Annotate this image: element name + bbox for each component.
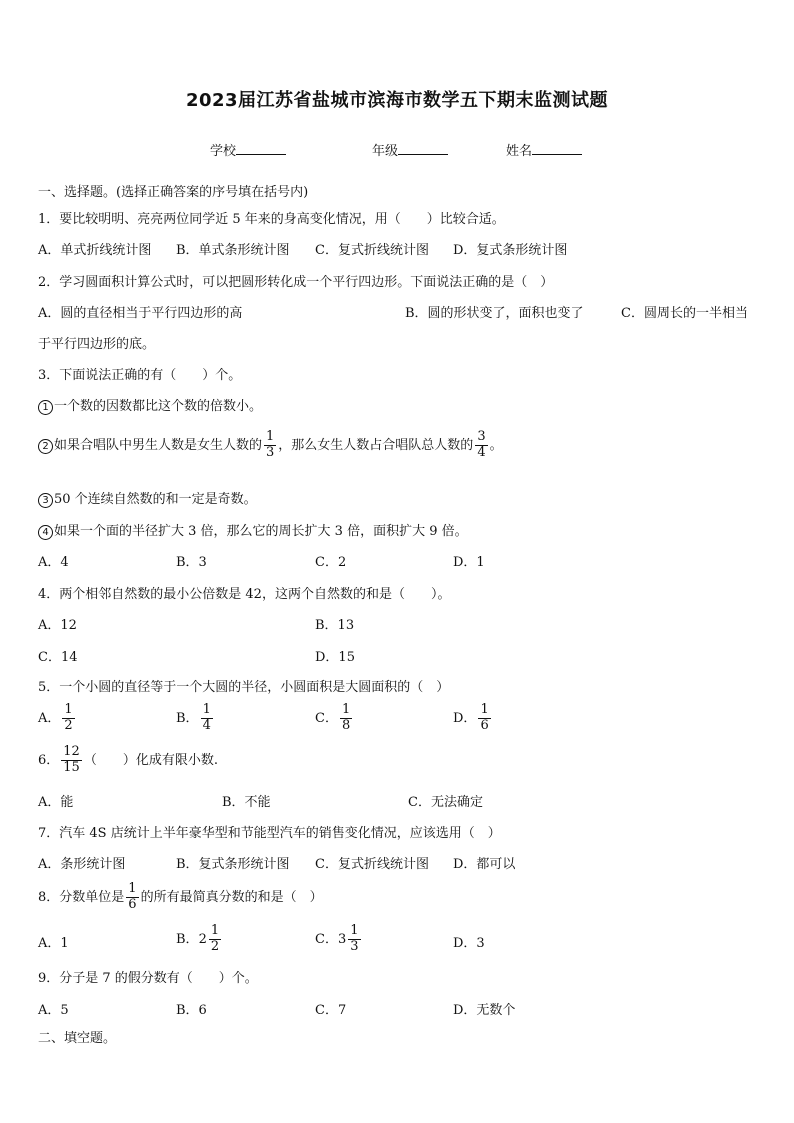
q3-statement-1 <box>38 395 262 415</box>
q8-stem-b: 的所有最简真分数的和是（ ） <box>140 889 323 905</box>
q3-stem: 3．下面说法正确的有（ ）个。 <box>38 368 242 383</box>
q4-stem: 4．两个相邻自然数的最小公倍数是 42，这两个自然数的和是（ ）。 <box>38 587 451 602</box>
q8-option-c[interactable] <box>315 924 363 955</box>
circle-number-1: 1 <box>38 400 53 415</box>
grade-field[interactable] <box>372 140 448 159</box>
fraction-numerator: 3 <box>477 429 486 444</box>
name-blank[interactable] <box>532 142 582 155</box>
q6-option-b[interactable]: B．不能 <box>222 795 271 810</box>
q5-option-d[interactable] <box>453 703 493 734</box>
q4-option-c[interactable]: C．14 <box>38 650 78 665</box>
section2-heading: 二、填空题。 <box>38 1031 117 1046</box>
circle-number-2: 2 <box>38 439 53 454</box>
fraction-one-half <box>209 924 221 955</box>
fraction-one-quarter <box>201 703 213 734</box>
q3-option-d[interactable]: D．1 <box>453 555 485 570</box>
q4-option-a[interactable]: A．12 <box>38 618 77 633</box>
q9-option-b[interactable]: B．6 <box>176 1003 207 1018</box>
fraction-denominator: 6 <box>480 717 489 733</box>
q4-option-b[interactable]: B．13 <box>315 618 355 633</box>
q3-statement-4 <box>38 520 468 540</box>
q1-option-b[interactable]: B．单式条形统计图 <box>176 243 290 258</box>
q1-stem: 1．要比较明明、亮亮两位同学近 5 年来的身高变化情况，用（ ）比较合适。 <box>38 212 505 227</box>
name-field[interactable] <box>506 140 582 159</box>
fraction-numerator: 1 <box>64 702 73 717</box>
grade-label: 年级 <box>372 144 399 159</box>
fraction-denominator: 2 <box>64 717 73 733</box>
q6-stem: （ ）化成有限小数. <box>83 752 218 768</box>
q9-option-d[interactable]: D．无数个 <box>453 1003 516 1018</box>
q3-statement-2 <box>38 430 503 461</box>
q8-option-a[interactable]: A．1 <box>38 936 69 951</box>
q5-option-a[interactable] <box>38 703 77 734</box>
fraction-denominator: 3 <box>266 444 275 460</box>
q8-option-d[interactable]: D．3 <box>453 936 485 951</box>
q3-s2-text-a: 如果合唱队中男生人数是女生人数的 <box>54 437 263 453</box>
q5-option-c[interactable] <box>315 703 354 734</box>
q3-s2-text-b: ，那么女生人数占合唱队总人数的 <box>278 437 474 453</box>
fraction-numerator: 1 <box>341 702 351 717</box>
fraction-twelve-fifteenths <box>61 745 82 776</box>
q9-stem: 9．分子是 7 的假分数有（ ）个。 <box>38 971 258 986</box>
q8-stem-line <box>38 882 323 913</box>
q7-stem: 7．汽车 4S 店统计上半年豪华型和节能型汽车的销售变化情况，应该选用（ ） <box>38 826 501 841</box>
circle-number-3: 3 <box>38 493 53 508</box>
q3-s2-text-c: 。 <box>489 437 503 453</box>
grade-blank[interactable] <box>398 142 448 155</box>
q6-option-a[interactable]: A．能 <box>38 795 74 810</box>
q7-option-c[interactable]: C．复式折线统计图 <box>315 857 429 872</box>
name-label: 姓名 <box>506 144 533 159</box>
fraction-denominator: 6 <box>128 896 137 912</box>
section1-heading: 一、选择题。(选择正确答案的序号填在括号内) <box>38 185 309 200</box>
fraction-one-half <box>62 703 74 734</box>
fraction-one-sixth <box>478 703 490 734</box>
q8-b-label: B． <box>176 931 199 947</box>
q4-option-d[interactable]: D．15 <box>315 650 355 665</box>
fraction-denominator: 2 <box>210 938 220 954</box>
circle-number-4: 4 <box>38 525 53 540</box>
q2-option-b[interactable]: B．圆的形状变了，面积也变了 <box>405 306 584 321</box>
q5-b-label: B． <box>176 710 199 726</box>
q5-stem: 5．一个小圆的直径等于一个大圆的半径，小圆面积是大圆面积的（ ） <box>38 680 450 695</box>
q1-option-a[interactable]: A．单式折线统计图 <box>38 243 152 258</box>
fraction-one-third <box>264 430 276 461</box>
q9-option-c[interactable]: C．7 <box>315 1003 347 1018</box>
q3-s1-text: 一个数的因数都比这个数的倍数小。 <box>54 399 263 414</box>
fraction-numerator: 1 <box>202 702 211 717</box>
q2-option-c[interactable]: C．圆周长的一半相当 <box>621 306 748 321</box>
q5-c-label: C． <box>315 710 338 726</box>
school-label: 学校 <box>210 144 237 159</box>
school-blank[interactable] <box>236 142 286 155</box>
q3-option-a[interactable]: A．4 <box>38 555 69 570</box>
q9-option-a[interactable]: A．5 <box>38 1003 69 1018</box>
q5-d-label: D． <box>453 710 477 726</box>
fraction-numerator: 1 <box>350 923 359 938</box>
q5-option-b[interactable] <box>176 703 215 734</box>
q3-s3-text: 50 个连续自然数的和一定是奇数。 <box>54 492 257 507</box>
q8-stem-a: 8．分数单位是 <box>38 889 125 905</box>
q8-option-b[interactable] <box>176 924 223 955</box>
fraction-denominator: 8 <box>341 717 351 733</box>
q6-option-c[interactable]: C．无法确定 <box>408 795 483 810</box>
q8-c-label: C． <box>315 931 338 947</box>
q2-stem: 2．学习圆面积计算公式时，可以把圆形转化成一个平行四边形。下面说法正确的是（ ） <box>38 275 554 290</box>
fraction-denominator: 4 <box>202 717 211 733</box>
q7-option-a[interactable]: A．条形统计图 <box>38 857 126 872</box>
fraction-denominator: 3 <box>350 938 359 954</box>
q2-option-a[interactable]: A．圆的直径相当于平行四边形的高 <box>38 306 243 321</box>
fraction-denominator: 15 <box>63 759 80 775</box>
q3-statement-3 <box>38 488 257 508</box>
fraction-denominator: 4 <box>477 444 486 460</box>
fraction-numerator: 1 <box>210 923 220 938</box>
q3-s4-text: 如果一个面的半径扩大 3 倍，那么它的周长扩大 3 倍，面积扩大 9 倍。 <box>54 524 468 539</box>
q3-option-c[interactable]: C．2 <box>315 555 347 570</box>
q6-stem-line <box>38 745 218 776</box>
q6-number: 6． <box>38 752 60 768</box>
school-field[interactable] <box>210 140 286 159</box>
mixed-whole: 3 <box>337 931 347 947</box>
fraction-numerator: 1 <box>266 429 275 444</box>
q3-option-b[interactable]: B．3 <box>176 555 207 570</box>
fraction-numerator: 1 <box>128 881 137 896</box>
mixed-number-two-and-half <box>199 924 224 955</box>
q1-option-c[interactable]: C．复式折线统计图 <box>315 243 429 258</box>
q5-a-label: A． <box>38 710 61 726</box>
fraction-three-quarters <box>475 430 487 461</box>
fraction-numerator: 1 <box>480 702 489 717</box>
fraction-one-sixth <box>126 882 138 913</box>
q7-option-b[interactable]: B．复式条形统计图 <box>176 857 290 872</box>
q2-option-c-continued: 于平行四边形的底。 <box>38 337 156 352</box>
fraction-numerator: 12 <box>63 744 80 759</box>
q1-option-d[interactable]: D．复式条形统计图 <box>453 243 568 258</box>
q7-option-d[interactable]: D．都可以 <box>453 857 516 872</box>
page-title: 2023届江苏省盐城市滨海市数学五下期末监测试题 <box>185 90 609 111</box>
mixed-whole: 2 <box>198 931 207 947</box>
mixed-number-three-and-third <box>338 924 363 955</box>
fraction-one-third <box>348 924 360 955</box>
fraction-one-eighth <box>340 703 352 734</box>
